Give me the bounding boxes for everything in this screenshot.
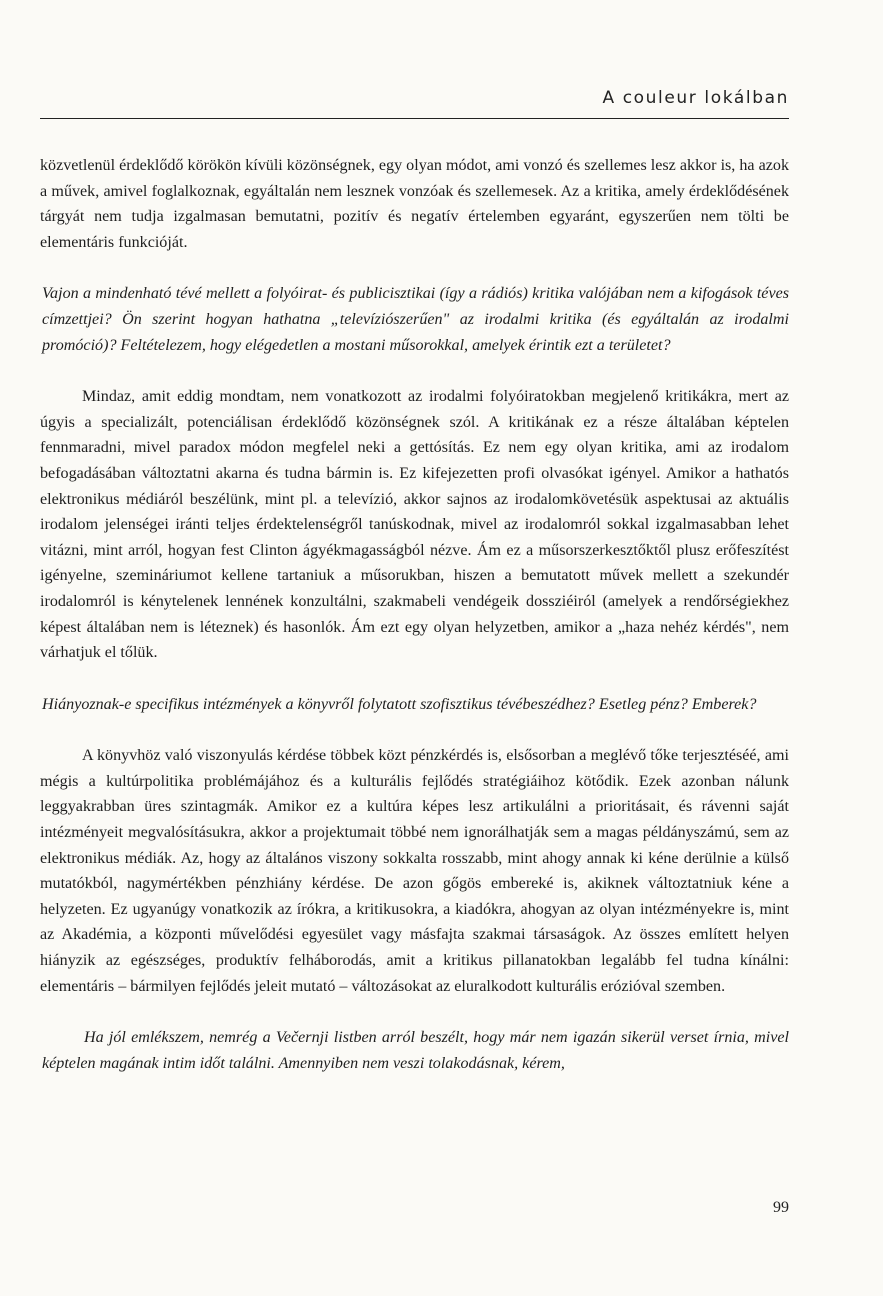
paragraph-answer-1: közvetlenül érdeklődő körökön kívüli közönségnek, egy olyan módot, ami vonzó és szellemes lesz akkor is, ha azok a művek, amivel foglalkoznak, egyáltalán nem lesznek vonzóak és szellemesek. Az a kritika, amely érdeklődésének tárgyát nem tudja izgalmasan bemutatni, pozitív és negatív értelemben egyaránt, egyszerűen nem tölti be elementáris funkcióját. (40, 157, 789, 251)
paragraph-question-1: Vajon a mindenható tévé mellett a folyóirat- és publicisztikai (így a rádiós) kritika valójában nem a kifogások téves címzettjei? Ön szerint hogyan hathatna „televíziószerűen" az irodalmi kritika (és egyáltalán az irodalmi promóció)? Feltételezem, hogy elégedetlen a mostani műsorokkal, amelyek érintik ezt a területet? (42, 285, 789, 354)
paragraph-question-3: Ha jól emlékszem, nemrég a Večernji listben arról beszélt, hogy már nem igazán sikerül verset írnia, mivel képtelen magának intim időt találni. Amennyiben nem veszi tolakodásnak, kérem, (42, 1029, 789, 1072)
paragraph-answer-2: Mindaz, amit eddig mondtam, nem vonatkozott az irodalmi folyóiratokban megjelenő kritikákra, mert az úgyis a specializált, potenciálisan érdeklődő közönségnek szól. A kritikának ez a része általában képtelen fennmaradni, mivel paradox módon megfelel neki a gettósítás. Ez nem egy olyan kritika, ami az irodalom befogadásában változtatni akarna és tudna bármin is. Ez kifejezetten profi olvasókat igényel. Amikor a hathatós elektronikus médiáról beszélünk, mint pl. a televízió, akkor sajnos az irodalomkövetésük aspektusai az aktuális irodalom jelenségei iránti teljes érdektelenségről tanúskodnak, mivel az irodalomról sokkal izgalmasabban lehet vitázni, mint arról, hogyan fest Clinton ágyékmagasságból nézve. Ám ez a műsorszerkesztőktől plusz erőfeszítést igényelne, szemináriumot kellene tartaniuk a műsorukban, hiszen a bemutatott művek mellett a szekundér irodalomról is kénytelenek lennének konzultálni, szakmabeli vendégeik dossziéiról (amelyek a rendőrségiekhez képest általában nem is léteznek) és hasonlók. Ám ezt egy olyan helyzetben, amikor a „haza nehéz kérdés", nem várhatjuk el tőlük. (40, 388, 789, 662)
running-header-title: A couleur lokálban (602, 88, 789, 108)
running-header (40, 84, 789, 119)
page-body (40, 153, 789, 1076)
paragraph-answer-3: A könyvhöz való viszonyulás kérdése többek közt pénzkérdés is, elsősorban a meglévő tőke terjesztéséé, ami mégis a kultúrpolitika problémájához és a kulturális fejlődés stratégiáihoz kötődik. Ezek azonban nálunk leggyakrabban üres szintagmák. Amikor ez a kultúra képes lesz artikulálni a prioritásait, és rávenni saját intézményeit megvalósításukra, akkor a projektumait többé nem ignorálhatják sem a magas példányszámú, sem az elektronikus médiák. Az, hogy az általános viszony sokkalta rosszabb, mint ahogy annak ki kéne derülnie a külső mutatókból, nagymértékben pénzhiány kérdése. De azon gőgös embereké is, akiknek változtatniuk kéne a helyzeten. Ez ugyanúgy vonatkozik az írókra, a kritikusokra, a kiadókra, ahogyan az olyan intézményekre is, mint az Akadémia, a központi művelődési egyesület vagy másfajta szakmai társaságok. Az összes említett helyen hiányzik az egészséges, produktív felháborodás, amit a kritikus pillanatokban legalább fel tudna kínálni: elementáris – bármilyen fejlődés jeleit mutató – változásokat az eluralkodott kulturális erózióval szemben. (40, 747, 789, 995)
page-number: 99 (773, 1199, 789, 1216)
paragraph-question-2: Hiányoznak-e specifikus intézmények a könyvről folytatott szofisztikus tévébeszédhez? Esetleg pénz? Emberek? (42, 695, 757, 713)
